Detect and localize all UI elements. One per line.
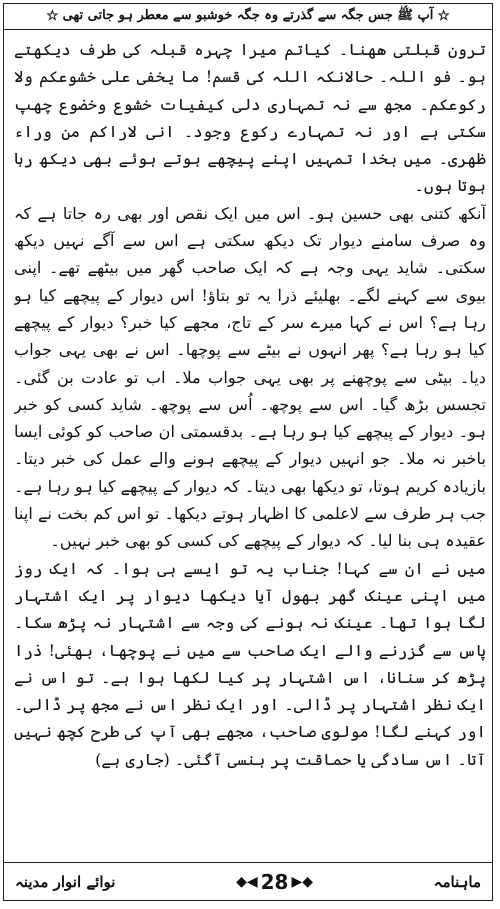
magazine-label: ماہنامہ	[433, 873, 481, 891]
publication-name: نوائے انوار مدینہ	[15, 873, 116, 891]
page-footer	[3, 862, 493, 901]
star-icon-left: ☆	[46, 8, 59, 24]
paragraph: میں نے ان سے کہا! جناب یہ تو ایسے ہی ہوا۔ کہ ایک روز میں اپنی عینک گھر بھول آیا دیکھا دیوار پر ایک اشتہار لگا ہوا تھا۔ عینک نہ ہونے کی وجہ سے اشتہار نہ پڑھ سکا۔ پاس سے گزرنے والے ایک صاحب سے میں نے پوچھا، بھئی! ذرا پڑھ کر سنانا، اس اشتہار پر کیا لکھا ہوا ہے۔ تو اس نے ایک نظر اشتہار پر ڈالی۔ اور ایک نظر اس نے مجھ پر ڈالی۔ اور کہنے لگا! مولوی صاحب، مجھے بھی آپ کی طرح کچھ نہیں آتا۔ اس سادگی یا حماقت پر ہنسی آگئی۔ (جاری ہے)	[14, 558, 486, 769]
header-title: آپ ﷺ جس جگہ سے گذرتے وہ جگہ خوشبو سے معطر ہو جاتی تھی	[62, 7, 434, 23]
page-number-block	[233, 870, 316, 894]
star-icon-right: ☆	[437, 8, 450, 24]
page-number: 28	[260, 870, 289, 894]
paragraph: ترون قبلتی ھھنا۔ کیاتم میرا چہرہ قبلہ کی طرف دیکھتے ہو۔ فو اللہ۔ حالانکہ اللہ کی قسم! ما یخفی علی خشوعکم ولا رکوعکم۔ مجھ سے نہ تمہاری دلی کیفیات خشوع وخضوع چھپ سکتی ہے اور نہ تمہارے رکوع وجود۔ انی لاراکم من وراء ظھری۔ میں بخدا تمہیں اپنے پیچھے ہوتے ہوئے بھی دیکھ رہا ہوتا ہوں۔	[14, 40, 486, 196]
paragraph: آنکھ کتنی بھی حسین ہو۔ اس میں ایک نقص اور بھی رہ جاتا ہے کہ وہ صرف سامنے دیوار تک دیکھ سکتی ہے اس سے آگے نہیں دیکھ سکتی۔ شاید یہی وجہ ہے کہ ایک صاحب گھر میں بیٹھے تھے۔ اپنی بیوی سے کہنے لگے۔ بھلیئے ذرا یہ تو بتاؤ! اس دیوار کے پیچھے کیا ہو رہا ہے؟ اس نے کہا میرے سر کے تاج، مجھے کیا خبر؟ دیوار کے پیچھے کیا ہو رہا ہے؟ پھر انہوں نے بیٹے سے پوچھا۔ اس نے بھی یہی جواب دیا۔ بیٹی سے پوچھنے پر بھی یہی جواب ملا۔ اب تو عادت بن گئی۔ تجسس بڑھ گیا۔ اس سے پوچھ۔ اُس سے پوچھ۔ شاید کسی کو خبر ہو۔ دیوار کے پیچھے کیا ہو رہا ہے۔ بدقسمتی ان صاحب کو کوئی ایسا باخبر نہ ملا۔ جو انہیں دیوار کے پیچھے ہونے والے عمل کی خبر دیتا۔ بازیادہ کریم ہوتا، تو دیکھا بھی دیتا۔ کہ دیوار کے پیچھے کیا ہو رہا ہے۔ جب ہر طرف سے لاعلمی کا اظہار ہوتے دیکھا۔ تو اس کم بخت نے اپنا عقیدہ ہی بنا لیا۔ کہ دیوار کے پیچھے کی کسی کو بھی خبر نہیں۔	[14, 203, 486, 551]
diamond-ornament-icon: ▶◆	[291, 874, 314, 890]
page-header	[3, 3, 493, 30]
article-body	[14, 36, 486, 848]
diamond-ornament-icon: ◆◀	[236, 874, 258, 890]
